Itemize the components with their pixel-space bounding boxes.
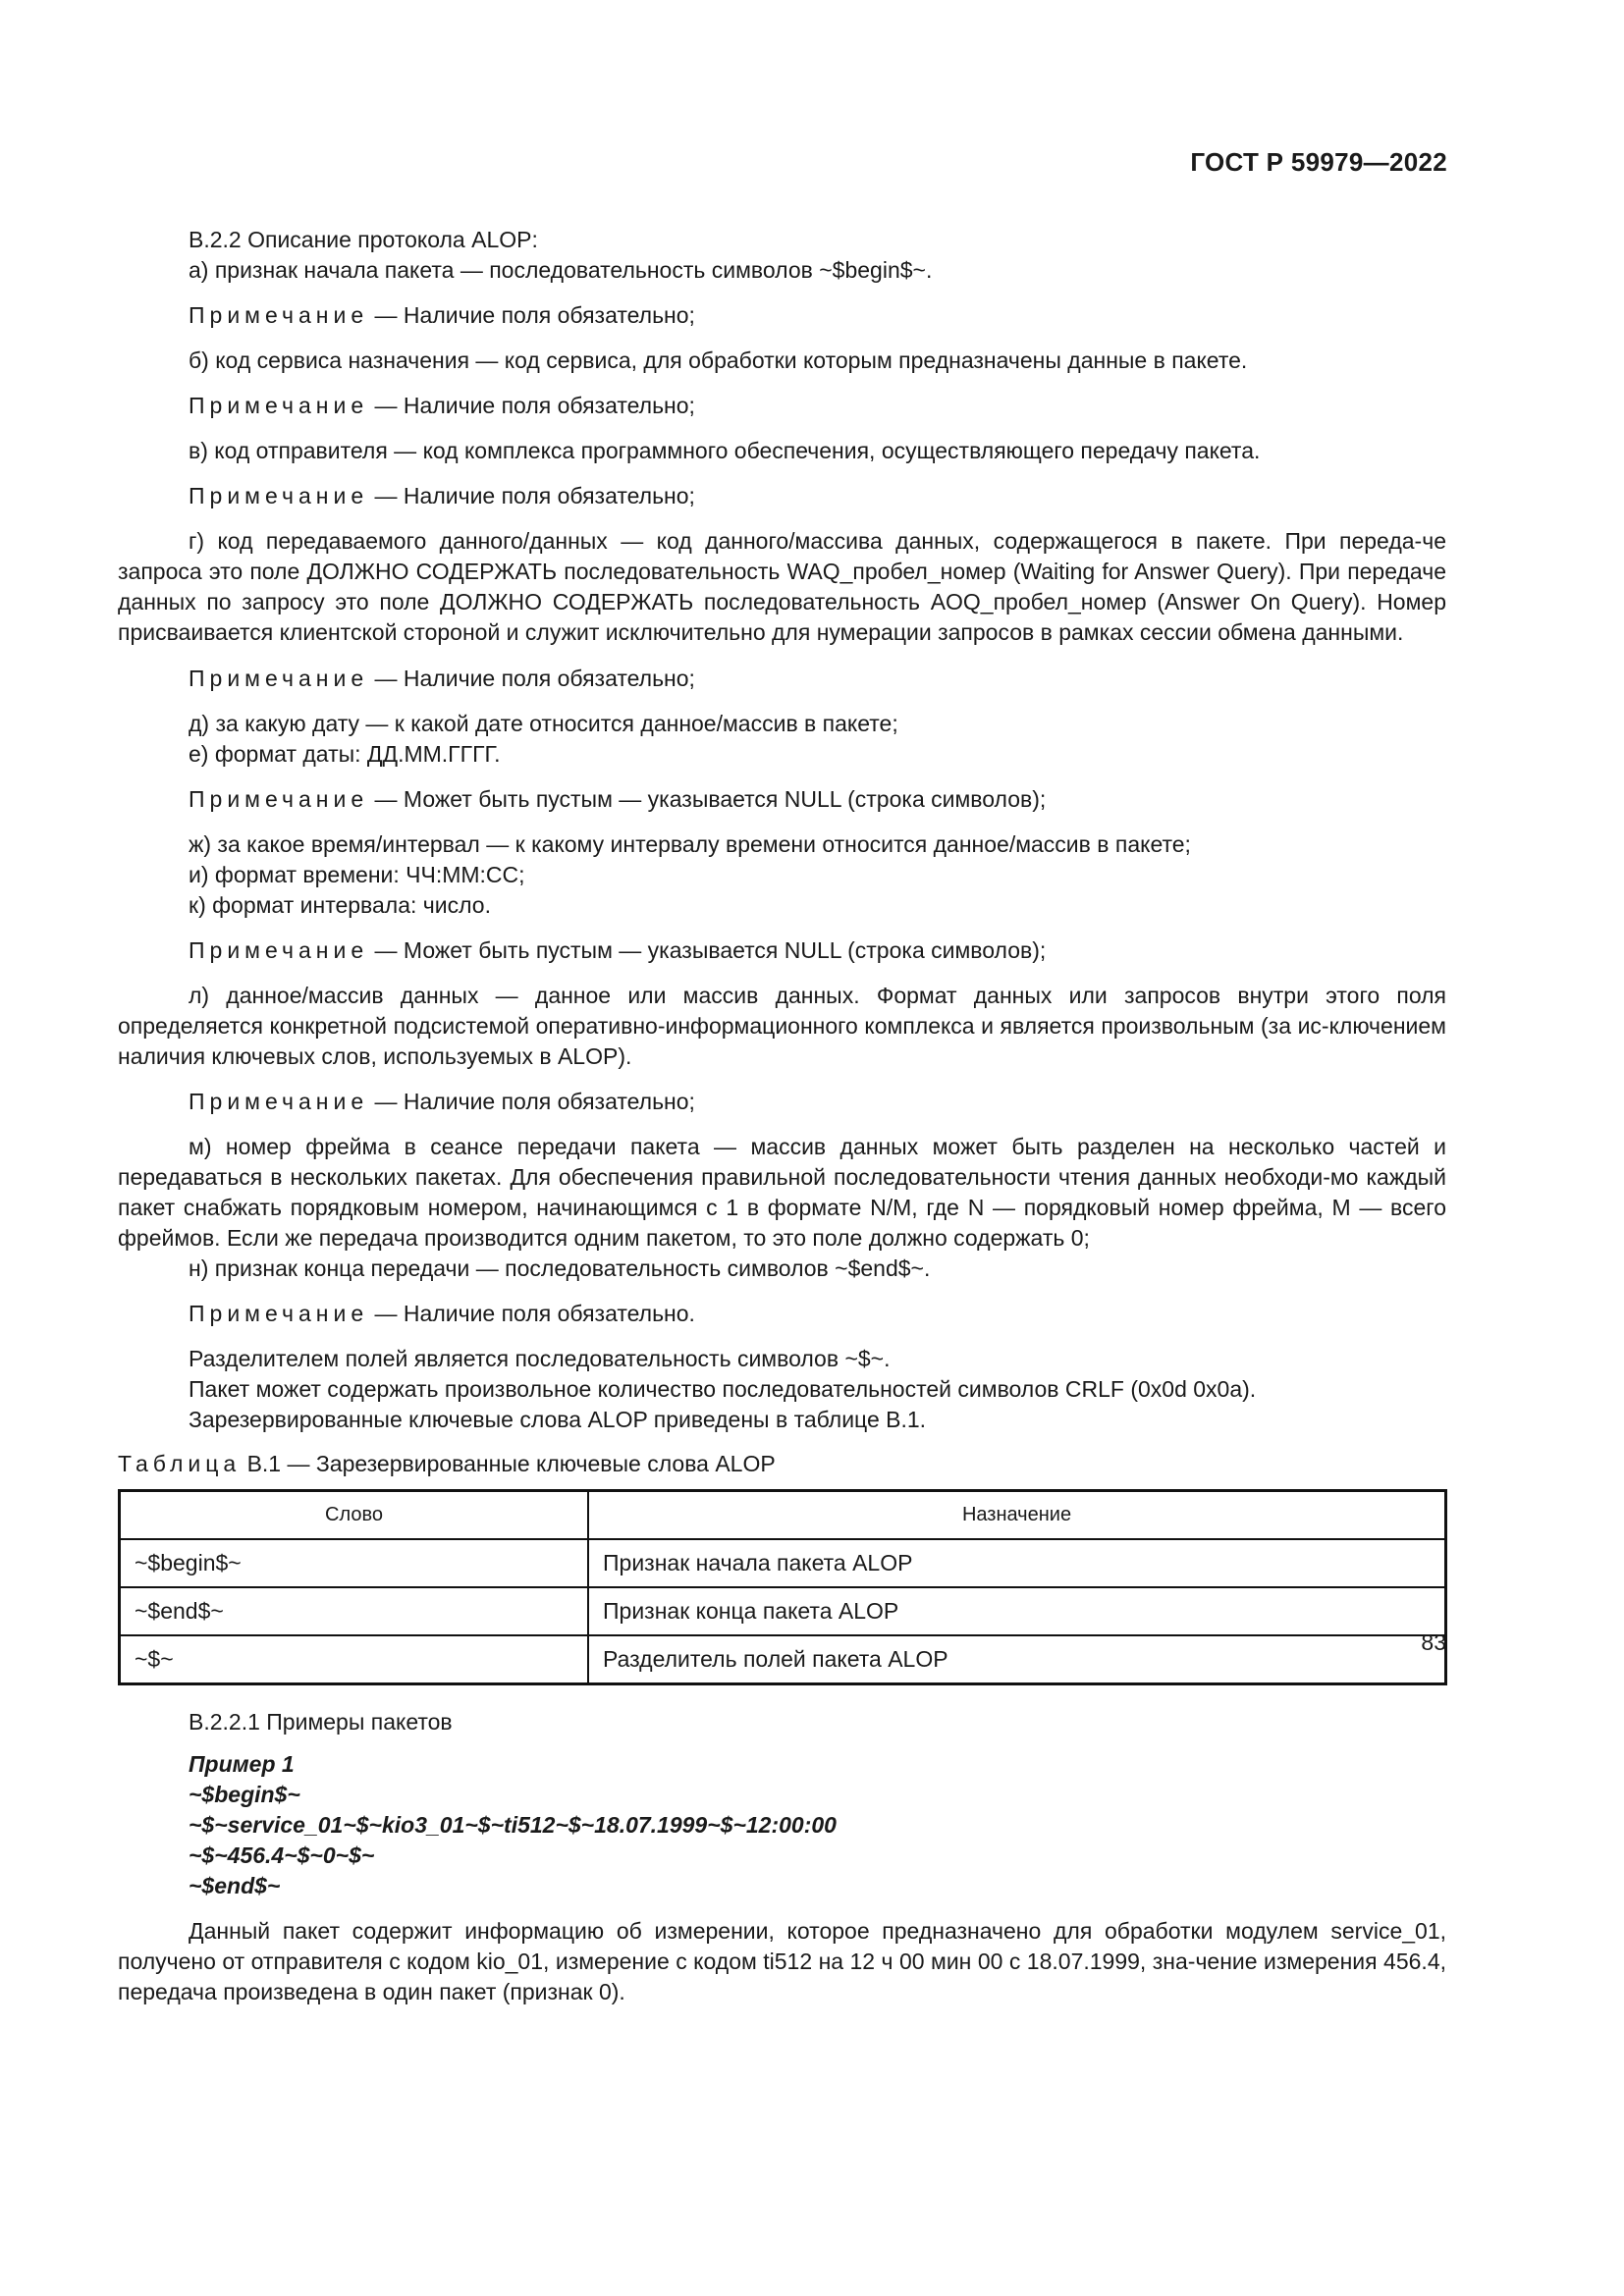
note: [118, 481, 1446, 511]
table-cell-purpose: Разделитель полей пакета ALOP: [588, 1635, 1446, 1684]
note-label: Примечание: [189, 302, 369, 328]
example-line: ~$begin$~: [189, 1782, 300, 1807]
note-text: — Наличие поля обязательно;: [374, 393, 695, 418]
note-text: — Наличие поля обязательно;: [374, 302, 695, 328]
crlf-text: Пакет может содержать произвольное количество последовательностей символов CRLF (0x0d 0x0a).: [189, 1376, 1257, 1402]
table-cell-word: ~$begin$~: [120, 1539, 589, 1587]
table-cell-purpose: Признак конца пакета ALOP: [588, 1587, 1446, 1635]
note: [118, 664, 1446, 694]
list-item-d: д) за какую дату — к какой дате относится данное/массив в пакете;: [189, 711, 898, 736]
note-label: Примечание: [189, 1301, 369, 1326]
note-label: Примечание: [189, 1089, 369, 1114]
list-item-a: а) признак начала пакета — последовательность символов ~$begin$~.: [189, 257, 933, 283]
table-caption: [118, 1449, 1446, 1479]
example-title: Пример 1: [189, 1751, 295, 1777]
note: [118, 1087, 1446, 1117]
example-line: ~$~service_01~$~kio3_01~$~ti512~$~18.07.1999~$~12:00:00: [189, 1812, 837, 1838]
note-label: Примечание: [189, 483, 369, 508]
reserved-words-text: Зарезервированные ключевые слова ALOP приведены в таблице В.1.: [189, 1407, 927, 1432]
note: [118, 391, 1446, 421]
note-text: — Может быть пустым — указывается NULL (строка символов);: [374, 937, 1047, 963]
note-text: — Может быть пустым — указывается NULL (строка символов);: [374, 786, 1047, 812]
list-item-v: в) код отправителя — код комплекса программного обеспечения, осуществляющего передачу пакета.: [189, 438, 1261, 463]
table-cell-word: ~$end$~: [120, 1587, 589, 1635]
table-caption-text: В.1 — Зарезервированные ключевые слова ALOP: [246, 1451, 776, 1476]
list-item-m: м) номер фрейма в сеансе передачи пакета — массив данных может быть разделен на несколько частей и передаваться в нескольких пакетах. Для обеспечения правильной последовательности чтения данных необходи-мо каждый пакет снабжать порядковым номером, начинающимся с 1 в формате N/M, где N — порядковый номер фрейма, M — всего фреймов. Если же передача производится одним пакетом, то это поле должно содержать 0;: [118, 1134, 1446, 1251]
subsection-title: В.2.2.1 Примеры пакетов: [189, 1709, 453, 1735]
keywords-table: [118, 1489, 1447, 1685]
list-item-g: г) код передаваемого данного/данных — код данного/массива данных, содержащегося в пакете. При переда-че запроса это поле ДОЛЖНО СОДЕРЖАТЬ последовательность WAQ_пробел_номер (Waiting for Answer Query). При передаче данных по запросу это поле ДОЛЖНО СОДЕРЖАТЬ последовательность AOQ_пробел_номер (Answer On Query). Номер присваивается клиентской стороной и служит исключительно для нумерации запросов в рамках сессии обмена данными.: [118, 528, 1446, 645]
note-label: Примечание: [189, 937, 369, 963]
table-header-word: Слово: [120, 1491, 589, 1540]
table-row: [120, 1539, 1446, 1587]
table-cell-word: ~$~: [120, 1635, 589, 1684]
note-label: Примечание: [189, 666, 369, 691]
section-title: В.2.2 Описание протокола ALOP:: [189, 227, 538, 252]
note-text: — Наличие поля обязательно;: [374, 483, 695, 508]
page-body: [118, 225, 1446, 2007]
list-item-k: к) формат интервала: число.: [189, 892, 491, 918]
example-block: [189, 1749, 1446, 1901]
note: [118, 784, 1446, 815]
table-header-row: [120, 1491, 1446, 1540]
example-line: ~$end$~: [189, 1873, 281, 1898]
list-item-e: е) формат даты: ДД.ММ.ГГГГ.: [189, 741, 501, 767]
note-text: — Наличие поля обязательно;: [374, 666, 695, 691]
example-line: ~$~456.4~$~0~$~: [189, 1842, 375, 1868]
table-row: [120, 1635, 1446, 1684]
list-item-i: и) формат времени: ЧЧ:ММ:СС;: [189, 862, 525, 887]
list-item-b: б) код сервиса назначения — код сервиса, для обработки которым предназначены данные в пакете.: [189, 347, 1248, 373]
note-text: — Наличие поля обязательно;: [374, 1089, 695, 1114]
separator-text: Разделителем полей является последовательность символов ~$~.: [189, 1346, 891, 1371]
example-description: Данный пакет содержит информацию об измерении, которое предназначено для обработки модулем service_01, получено от отправителя с кодом kio_01, измерение с кодом ti512 на 12 ч 00 мин 00 с 18.07.1999, зна-чение измерения 456.4, передача произведена в один пакет (признак 0).: [118, 1918, 1446, 2004]
list-item-l: л) данное/массив данных — данное или массив данных. Формат данных или запросов внутри этого поля определяется конкретной подсистемой оперативно-информационного комплекса и является произвольным (за ис-ключением наличия ключевых слов, используемых в ALOP).: [118, 983, 1446, 1069]
table-row: [120, 1587, 1446, 1635]
note: [118, 300, 1446, 331]
note: [118, 1299, 1446, 1329]
list-item-zh: ж) за какое время/интервал — к какому интервалу времени относится данное/массив в пакете;: [189, 831, 1191, 857]
note-text: — Наличие поля обязательно.: [374, 1301, 695, 1326]
note: [118, 935, 1446, 966]
list-item-n: н) признак конца передачи — последовательность символов ~$end$~.: [189, 1255, 931, 1281]
note-label: Примечание: [189, 393, 369, 418]
document-code: ГОСТ Р 59979—2022: [1190, 147, 1447, 177]
note-label: Примечание: [189, 786, 369, 812]
table-header-purpose: Назначение: [588, 1491, 1446, 1540]
page-number: 83: [1421, 1629, 1446, 1655]
table-label: Таблица: [118, 1451, 242, 1476]
table-cell-purpose: Признак начала пакета ALOP: [588, 1539, 1446, 1587]
